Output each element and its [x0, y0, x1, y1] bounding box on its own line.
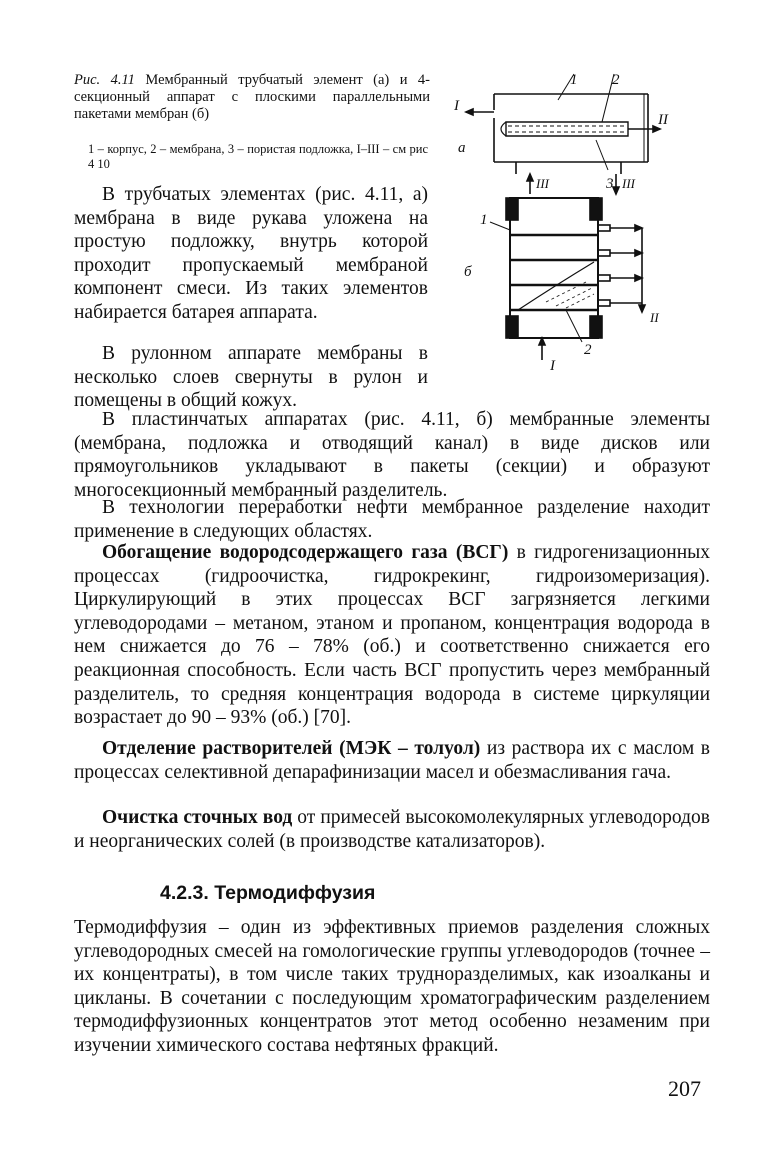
figure-label: Рис. 4.11 — [74, 72, 135, 88]
text-solvents: из раствора их с маслом в процессах селективной депарафинизации масел и обезмасливания гача. — [74, 738, 710, 783]
label-3: 3 — [606, 176, 614, 192]
section-heading: 4.2.3. Термодиффузия — [160, 882, 376, 904]
label-1: 1 — [570, 72, 578, 88]
label-a: а — [458, 140, 466, 156]
figure-caption — [74, 72, 430, 123]
paragraph-wastewater — [74, 806, 710, 853]
paragraph-plate: В пластинчатых аппаратах (рис. 4.11, б) мембранные элементы (мембрана, подложка и отводящий канал) в виде дисков или прямоугольников укладывают в пакеты (секции) и образуют многосекционный мембранный разделитель. — [74, 409, 710, 501]
label-2: 2 — [612, 72, 620, 88]
term-wastewater: Очистка сточных вод — [102, 807, 293, 828]
label-2b: 2 — [584, 342, 592, 358]
text-hydrogen: в гидрогенизационных процессах (гидроочистка, гидрокрекинг, гидроизомеризация). Циркулирующий в этих процессах ВСГ загрязняется легкими углеводородами – метаном, этаном и пропаном, концентрация водорода в нем снижается до 76 – 78% (об.) и соответственно снижается его реакционная способность. Если часть ВСГ пропустить через мембранный разделитель, то средняя концентрация водорода в системе циркуляции возрастает до 90 – 93% (об.) [70]. — [74, 542, 710, 729]
label-III-out: III — [622, 176, 635, 191]
label-b: б — [464, 264, 472, 280]
paragraph-tubular: В трубчатых элементах (рис. 4.11, а) мембрана в виде рукава уложена на простую подложку, внутрь которой проходит пропускаемый мембраной компонент смеси. Из таких элементов набирается батарея аппарата. — [74, 184, 428, 323]
label-I-b: I — [550, 358, 555, 374]
page-number: 207 — [668, 1076, 701, 1101]
figure-legend: 1 – корпус, 2 – мембрана, 3 – пористая подложка, I–III – см рис 4 10 — [88, 142, 428, 171]
plate-apparatus — [490, 198, 645, 360]
term-solvents: Отделение растворителей (МЭК – толуол) — [102, 738, 481, 759]
paragraph-applications: В технологии переработки нефти мембранное разделение находит применение в следующих областях. — [74, 497, 710, 542]
paragraph-hydrogen — [74, 541, 710, 730]
label-II-b: II — [650, 310, 659, 325]
figure-caption-text: Мембранный трубчатый элемент (а) и 4-секционный аппарат с плоскими параллельными пакетами мембран (б) — [74, 72, 431, 122]
paragraph-solvents — [74, 737, 710, 784]
paragraph-thermodiffusion: Термодиффузия – один из эффективных приемов разделения сложных углеводородных смесей на гомологические группы углеводородов (точнее – их концентраты), в том числе таких трудноразделимых, как изоалканы и цикланы. В сочетании с последующим хроматографическим разделением термодиффузионных концентратов этот метод особенно незаменим при изучении химического состава нефтяных фракций. — [74, 917, 710, 1056]
label-II: II — [658, 112, 668, 128]
term-hydrogen: Обогащение водородсодержащего газа (ВСГ) — [102, 542, 509, 563]
label-1b: 1 — [480, 212, 488, 228]
label-I: I — [454, 98, 459, 114]
paragraph-roll: В рулонном аппарате мембраны в несколько слоев свернуты в рулон и помещены в общий кожух. — [74, 343, 428, 412]
figure-diagram — [446, 70, 696, 380]
text-wastewater: от примесей высокомолекулярных углеводородов и неорганических солей (в производстве катализаторов). — [74, 807, 710, 852]
label-III-in: III — [536, 176, 549, 191]
